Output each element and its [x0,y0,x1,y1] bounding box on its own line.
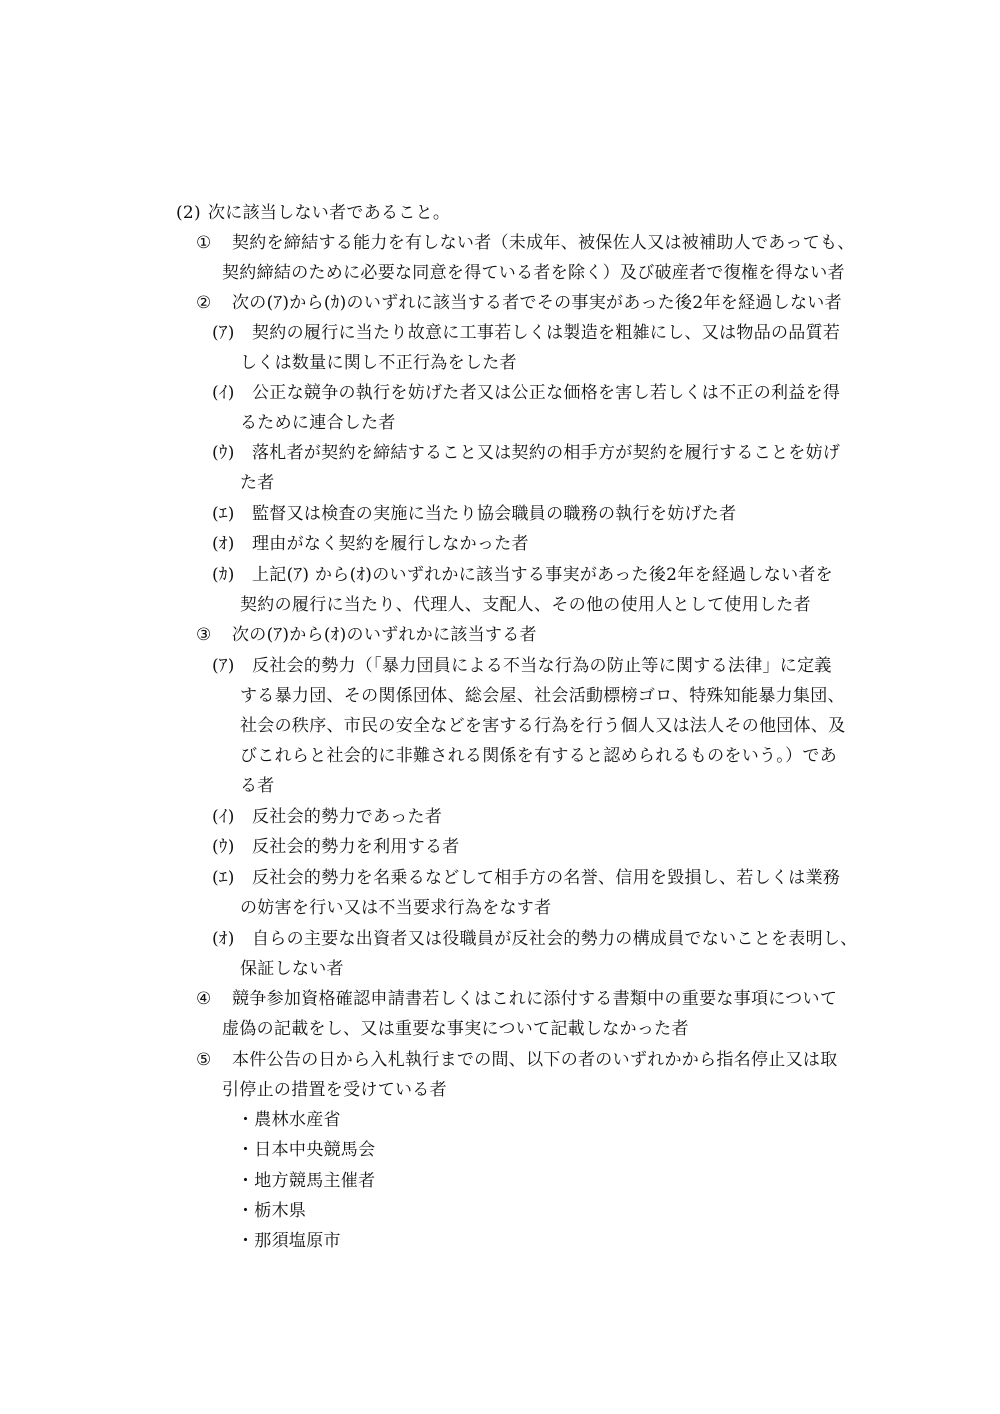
sub-marker: (ｱ) [212,656,235,676]
sub-text: 自らの主要な出資者又は役職員が反社会的勢力の構成員でないことを表明し、 [252,929,858,949]
sub-item-continuation: る者 [240,776,275,796]
bullet-item: ・日本中央競馬会 [237,1140,376,1160]
bullet-item: ・地方競馬主催者 [237,1171,376,1191]
item-5 [196,1049,838,1071]
bullet-item: ・那須塩原市 [237,1231,341,1251]
bullet-item: ・農林水産省 [237,1110,341,1130]
sub-item [212,533,529,555]
sub-item [212,503,736,525]
item-marker: ③ [196,625,212,645]
item-text: 次の(ｱ)から(ｶ)のいずれに該当する者でその事実があった後2年を経過しない者 [232,293,842,313]
item-3 [196,624,537,646]
sub-marker: (ｱ) [212,323,235,343]
bullet-item: ・栃木県 [237,1201,307,1221]
sub-item-continuation: 契約の履行に当たり、代理人、支配人、その他の使用人として使用した者 [240,595,811,615]
item-text: 次の(ｱ)から(ｵ)のいずれかに該当する者 [232,625,537,645]
sub-marker: (ｳ) [212,443,235,463]
sub-marker: (ｶ) [212,565,235,585]
sub-text: 反社会的勢力であった者 [252,807,443,827]
sub-text: 公正な競争の執行を妨げた者又は公正な価格を害し若しくは不正の利益を得 [252,383,841,403]
sub-text: 監督又は検査の実施に当たり協会職員の職務の執行を妨げた者 [252,504,737,524]
sub-item [212,867,840,889]
sub-marker: (ｳ) [212,837,235,857]
sub-item-continuation: るために連合した者 [240,413,396,433]
sub-item-continuation: 社会の秩序、市民の安全などを害する行為を行う個人又は法人その他団体、及 [240,716,846,736]
sub-item [212,442,840,464]
section-marker: (2) [176,203,201,223]
sub-text: 上記(ｱ) から(ｵ)のいずれかに該当する事実があった後2年を経過しない者を [252,565,833,585]
sub-text: 理由がなく契約を履行しなかった者 [252,534,529,554]
sub-text: 反社会的勢力を名乗るなどして相手方の名誉、信用を毀損し、若しくは業務 [252,868,841,888]
item-marker: ④ [196,989,212,1009]
section-text: 次に該当しない者であること。 [208,203,451,223]
item-text: 本件公告の日から入札執行までの間、以下の者のいずれかから指名停止又は取 [232,1050,838,1070]
item-4-continuation: 虚偽の記載をし、又は重要な事実について記載しなかった者 [222,1019,689,1039]
item-marker: ① [196,233,212,253]
item-marker: ② [196,293,212,313]
sub-item-continuation: の妨害を行い又は不当要求行為をなす者 [240,898,552,918]
section-heading [176,202,450,224]
sub-marker: (ｵ) [212,929,235,949]
item-1-continuation: 契約締結のために必要な同意を得ている者を除く）及び破産者で復権を得ない者 [222,263,845,283]
item-1 [196,232,855,254]
sub-item-continuation: た者 [240,473,275,493]
sub-item [212,322,840,344]
item-marker: ⑤ [196,1050,212,1070]
sub-text: 契約の履行に当たり故意に工事若しくは製造を粗雑にし、又は物品の品質若 [252,323,841,343]
sub-marker: (ｴ) [212,504,235,524]
sub-marker: (ｲ) [212,383,235,403]
sub-text: 反社会的勢力を利用する者 [252,837,460,857]
sub-text: 落札者が契約を締結すること又は契約の相手方が契約を履行することを妨げ [252,443,841,463]
sub-item [212,382,840,404]
sub-marker: (ｴ) [212,868,235,888]
sub-item-continuation: びこれらと社会的に非難される関係を有すると認められるものをいう。）であ [240,746,837,766]
item-2 [196,292,842,314]
sub-item [212,928,858,950]
sub-item [212,806,442,828]
sub-item [212,655,832,677]
sub-marker: (ｵ) [212,534,235,554]
item-text: 契約を締結する能力を有しない者（未成年、被保佐人又は被補助人であっても、 [232,233,855,253]
sub-item [212,836,460,858]
item-text: 競争参加資格確認申請書若しくはこれに添付する書類中の重要な事項について [232,989,838,1009]
sub-item-continuation: する暴力団、その関係団体、総会屋、社会活動標榜ゴロ、特殊知能暴力集団、 [240,686,845,706]
sub-item-continuation: 保証しない者 [240,959,344,979]
item-4 [196,988,837,1010]
sub-text: 反社会的勢力（「暴力団員による不当な行為の防止等に関する法律」に定義 [252,656,832,676]
sub-item [212,564,833,586]
sub-marker: (ｲ) [212,807,235,827]
sub-item-continuation: しくは数量に関し不正行為をした者 [240,353,517,373]
item-5-continuation: 引停止の措置を受けている者 [222,1080,447,1100]
